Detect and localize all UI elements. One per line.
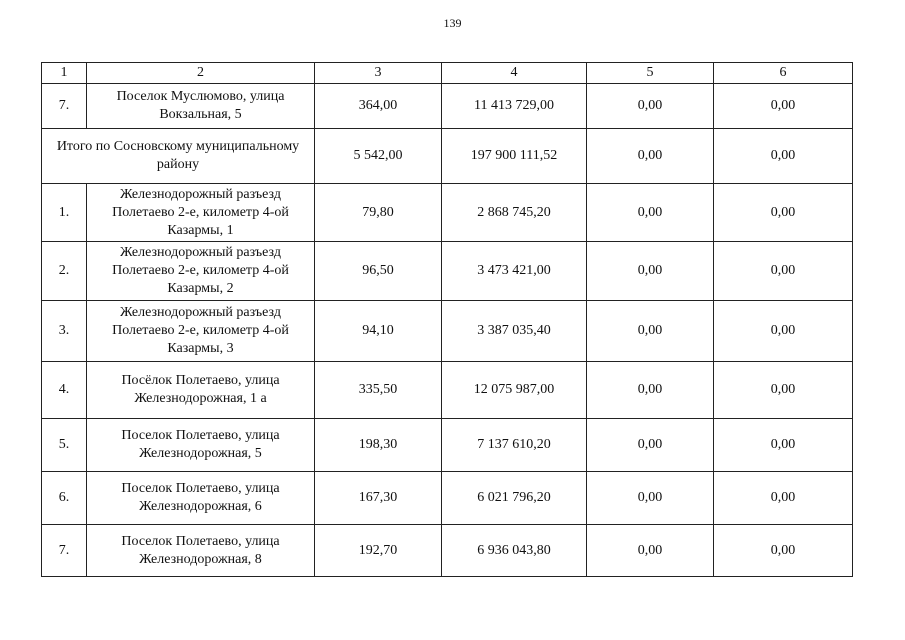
cell-c4: 11 413 729,00: [442, 84, 587, 129]
cell-c4: 12 075 987,00: [442, 362, 587, 419]
cell-c5: 0,00: [587, 362, 714, 419]
cell-c4: 6 021 796,20: [442, 472, 587, 525]
row-number: 4.: [42, 362, 87, 419]
row-number: 7.: [42, 525, 87, 577]
cell-c3: 364,00: [315, 84, 442, 129]
cell-c3: 79,80: [315, 184, 442, 242]
cell-c6: 0,00: [714, 301, 853, 362]
cell-c4: 3 387 035,40: [442, 301, 587, 362]
row-name: Поселок Полетаево, улица Железнодорожная, 8: [87, 525, 315, 577]
cell-c4: 197 900 111,52: [442, 129, 587, 184]
cell-c5: 0,00: [587, 129, 714, 184]
property-table: [41, 62, 853, 577]
column-header: 3: [315, 63, 442, 84]
cell-c3: 94,10: [315, 301, 442, 362]
column-header: 1: [42, 63, 87, 84]
cell-c5: 0,00: [587, 84, 714, 129]
row-number: 5.: [42, 419, 87, 472]
cell-c6: 0,00: [714, 84, 853, 129]
table-row: [42, 362, 853, 419]
table-row: [42, 419, 853, 472]
cell-c3: 5 542,00: [315, 129, 442, 184]
total-row: [42, 129, 853, 184]
table-row: [42, 301, 853, 362]
row-name: Итого по Сосновскому муниципальному району: [42, 129, 315, 184]
cell-c4: 6 936 043,80: [442, 525, 587, 577]
cell-c5: 0,00: [587, 419, 714, 472]
column-header: 4: [442, 63, 587, 84]
table-row: [42, 525, 853, 577]
cell-c4: 7 137 610,20: [442, 419, 587, 472]
cell-c6: 0,00: [714, 184, 853, 242]
cell-c3: 335,50: [315, 362, 442, 419]
cell-c3: 198,30: [315, 419, 442, 472]
cell-c6: 0,00: [714, 525, 853, 577]
table-row: [42, 84, 853, 129]
row-name: Железнодорожный разъезд Полетаево 2-е, километр 4-ой Казармы, 1: [87, 184, 315, 242]
table-row: [42, 184, 853, 242]
cell-c6: 0,00: [714, 419, 853, 472]
cell-c4: 3 473 421,00: [442, 242, 587, 301]
row-name: Железнодорожный разъезд Полетаево 2-е, километр 4-ой Казармы, 2: [87, 242, 315, 301]
column-header: 5: [587, 63, 714, 84]
cell-c6: 0,00: [714, 242, 853, 301]
cell-c3: 96,50: [315, 242, 442, 301]
row-name: Железнодорожный разъезд Полетаево 2-е, километр 4-ой Казармы, 3: [87, 301, 315, 362]
row-name: Посёлок Полетаево, улица Железнодорожная, 1 а: [87, 362, 315, 419]
cell-c5: 0,00: [587, 242, 714, 301]
table-row: [42, 242, 853, 301]
cell-c4: 2 868 745,20: [442, 184, 587, 242]
row-number: 6.: [42, 472, 87, 525]
page-number: 139: [443, 16, 462, 30]
column-header: 2: [87, 63, 315, 84]
cell-c5: 0,00: [587, 525, 714, 577]
table-row: [42, 472, 853, 525]
cell-c5: 0,00: [587, 301, 714, 362]
cell-c6: 0,00: [714, 362, 853, 419]
header-row: [42, 63, 853, 84]
cell-c6: 0,00: [714, 129, 853, 184]
cell-c3: 192,70: [315, 525, 442, 577]
row-name: Поселок Муслюмово, улица Вокзальная, 5: [87, 84, 315, 129]
row-number: 3.: [42, 301, 87, 362]
cell-c6: 0,00: [714, 472, 853, 525]
row-number: 2.: [42, 242, 87, 301]
cell-c5: 0,00: [587, 472, 714, 525]
cell-c5: 0,00: [587, 184, 714, 242]
row-number: 7.: [42, 84, 87, 129]
row-name: Поселок Полетаево, улица Железнодорожная, 6: [87, 472, 315, 525]
row-number: 1.: [42, 184, 87, 242]
row-name: Поселок Полетаево, улица Железнодорожная, 5: [87, 419, 315, 472]
cell-c3: 167,30: [315, 472, 442, 525]
column-header: 6: [714, 63, 853, 84]
